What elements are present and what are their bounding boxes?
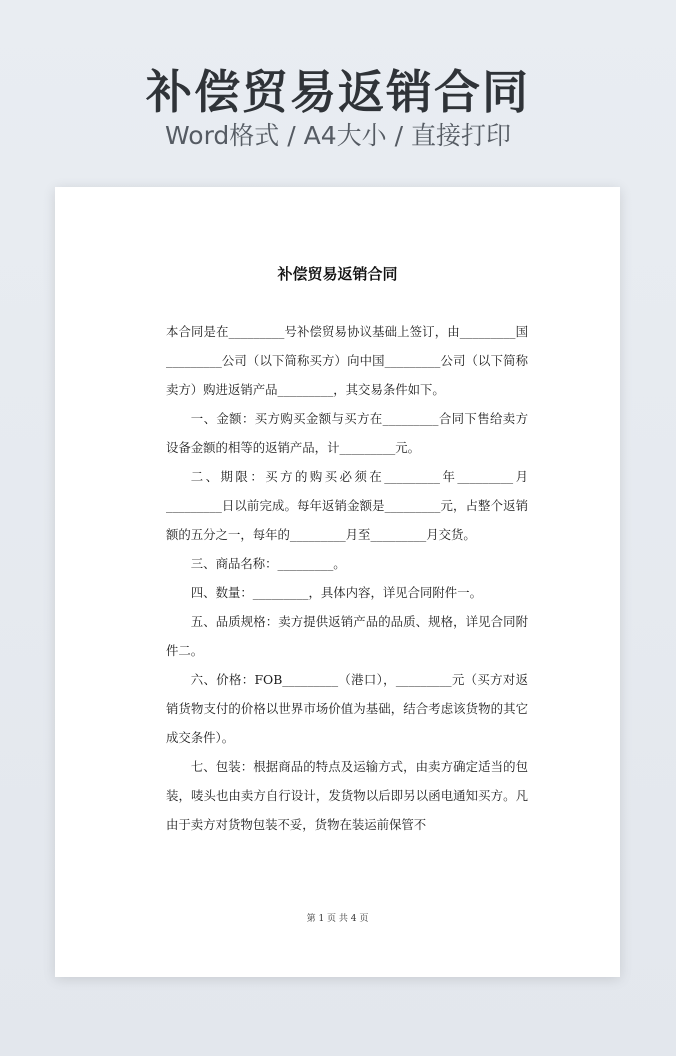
banner-subtitle: Word格式 / A4大小 / 直接打印	[165, 121, 511, 150]
paragraph-product-name: 三、商品名称：_________。	[190, 556, 346, 571]
document-page	[55, 187, 620, 977]
paragraph-price: 六、价格：FOB_________（港口），_________元（买方对返销货物支付的价格以世界市场价值为基础，结合考虑该货物的其它成交条件）。	[166, 672, 528, 745]
paragraph-amount: 一、金额：买方购买金额与买方在_________合同下售给卖方设备金额的相等的返销产品，计_________元。	[166, 411, 528, 455]
paragraph-period: 二、期限：买方的购买必须在_________年_________月_________日以前完成。每年返销金额是_________元，占整个返销额的五分之一，每年的_________月至_________月交货。	[166, 469, 528, 542]
paragraph-packaging: 七、包装：根据商品的特点及运输方式，由卖方确定适当的包装，唛头也由卖方自行设计，发货物以后即另以函电通知买方。凡由于卖方对货物包装不妥，货物在装运前保管不	[166, 759, 528, 832]
page-footer: 第 1 页 共 4 页	[306, 914, 369, 924]
document-body	[166, 317, 528, 839]
banner-title: 补偿贸易返销合同	[146, 65, 530, 119]
paragraph-quality: 五、品质规格：卖方提供返销产品的品质、规格，详见合同附件二。	[166, 614, 528, 658]
paragraph-intro: 本合同是在_________号补偿贸易协议基础上签订，由_________国_________公司（以下简称买方）向中国_________公司（以下简称卖方）购进返销产品_________，其交易条件如下。	[166, 324, 528, 397]
paragraph-quantity: 四、数量：_________，具体内容，详见合同附件一。	[190, 585, 482, 600]
document-title: 补偿贸易返销合同	[277, 265, 398, 283]
